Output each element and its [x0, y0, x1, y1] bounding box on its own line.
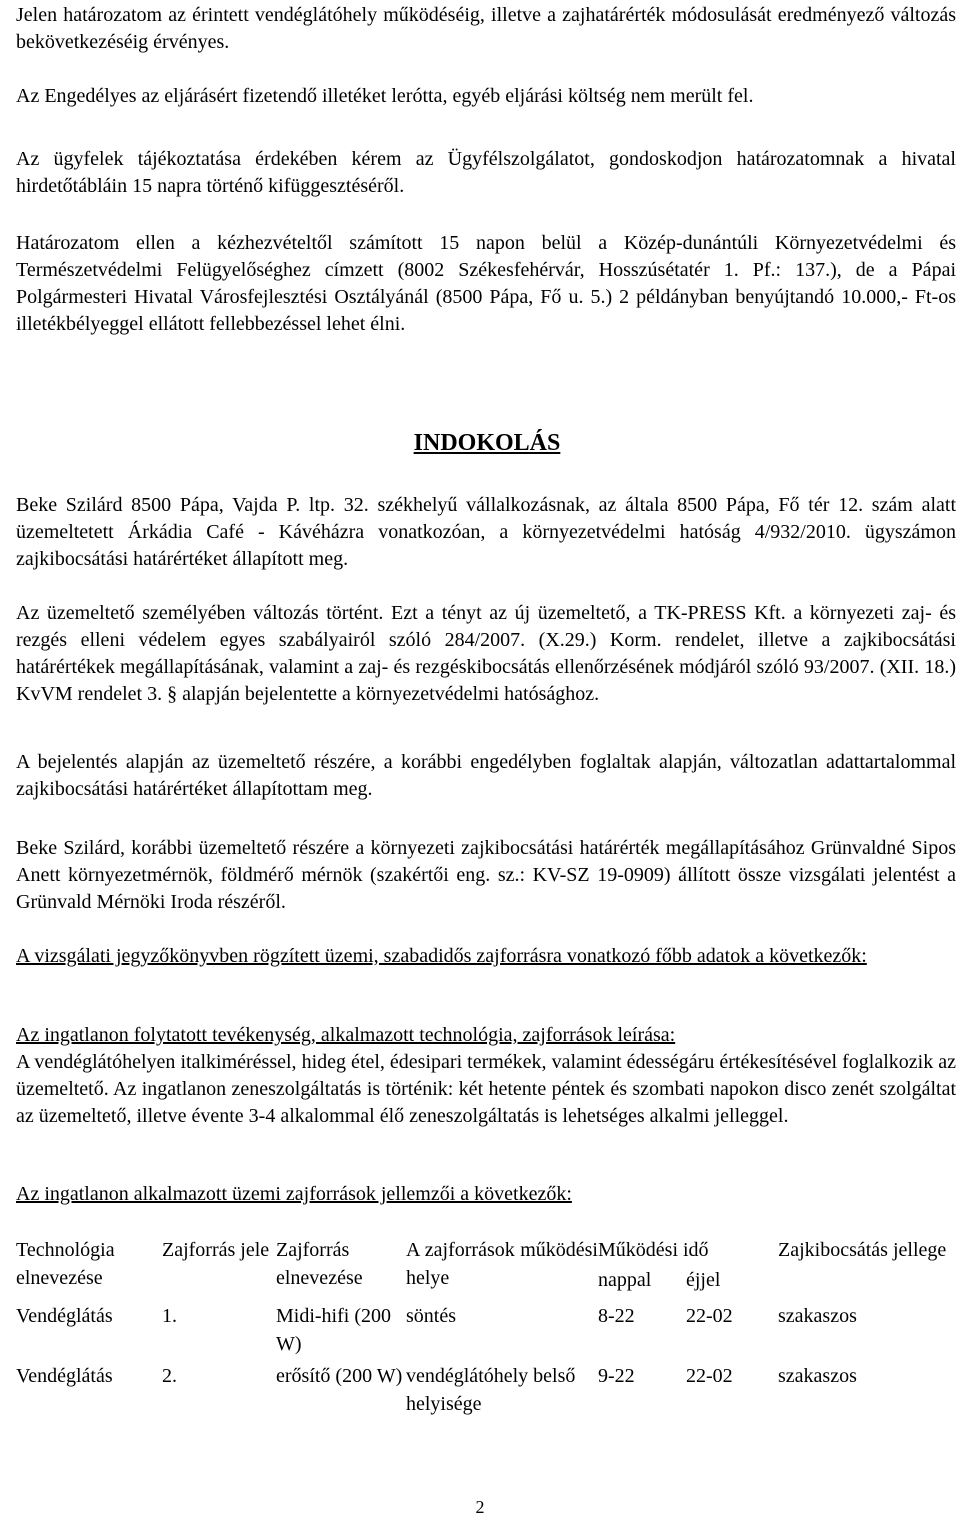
- cell-source-name: Midi-hifi (200 W): [276, 1305, 391, 1355]
- paragraph-activity: A vendéglátóhelyen italkiméréssel, hideg étel, édesipari termékek, valamint édességáru értékesítésével foglalkozik az üzemeltető. Az ingatlanon zeneszolgáltatás is történik: két hetente péntek és szombati napokon disco zenét szolgáltat az üzemeltető, illetve évente 3-4 alkalommal élő zeneszolgáltatás is lehetséges alkalmi jelleggel.: [16, 1051, 956, 1127]
- cell-technology: Vendéglátás: [16, 1365, 113, 1387]
- header-night: éjjel: [686, 1269, 721, 1291]
- cell-day: 8-22: [598, 1305, 635, 1327]
- cell-technology: Vendéglátás: [16, 1305, 113, 1327]
- paragraph-expert-report: Beke Szilárd, korábbi üzemeltető részére a környezeti zajkibocsátási határérték megállapításához Grünvaldné Sipos Anett környezetmérnök, földmérő mérnök (szakértői eng. sz.: KV-SZ 19-0909) állított össze vizsgálati jelentést a Grünvald Mérnöki Iroda részéről.: [16, 837, 956, 913]
- paragraph-report-data: A vizsgálati jegyzőkönyvben rögzített üzemi, szabadidős zajforrásra vonatkozó főbb adatok a következők:: [16, 945, 867, 967]
- header-source-name: Zajforrás elnevezése: [276, 1239, 363, 1289]
- cell-source-id: 1.: [162, 1305, 177, 1327]
- table-header-row: [16, 1236, 956, 1264]
- paragraph-validity: Jelen határozatom az érintett vendéglátóhely működéséig, illetve a zajhatárérték módosulását eredményező változás bekövetkezéséig érvényes.: [16, 4, 956, 53]
- activity-subtitle: Az ingatlanon folytatott tevékenység, alkalmazott technológia, zajforrások leírása:: [16, 1024, 676, 1046]
- paragraph-operator-change: Az üzemeltető személyében változás történt. Ezt a tényt az új üzemeltető, a TK-PRESS Kft. a környezeti zaj- és rezgés elleni védelem egyes szabályairól szóló 284/2007. (X.29.) Korm. rendelet, illetve a zajkibocsátási határértékek megállapításának, valamint a zaj- és rezgéskibocsátás ellenőrzésének módjáról szóló 93/2007. (XII. 18.) KvVM rendelet 3. § alapján bejelentette a környezetvédelmi hatósághoz.: [16, 602, 956, 705]
- cell-source-id: 2.: [162, 1365, 177, 1387]
- header-operating-time: Működési idő: [598, 1239, 709, 1261]
- cell-emission-type: szakaszos: [778, 1365, 857, 1387]
- header-location: A zajforrások működési helye: [406, 1239, 598, 1289]
- paragraph-notice: Az ügyfelek tájékoztatása érdekében kérem az Ügyfélszolgálatot, gondoskodjon határozatomnak a hivatal hirdetőtábláin 15 napra történő kifüggesztéséről.: [16, 148, 956, 197]
- cell-location: söntés: [406, 1305, 456, 1327]
- header-day: nappal: [598, 1269, 652, 1291]
- sources-subtitle: Az ingatlanon alkalmazott üzemi zajforrások jellemzői a következők:: [16, 1183, 572, 1205]
- table-row: [16, 1294, 956, 1358]
- header-source-id: Zajforrás jele: [162, 1239, 270, 1261]
- cell-day: 9-22: [598, 1365, 635, 1387]
- cell-night: 22-02: [686, 1365, 733, 1387]
- paragraph-decision: A bejelentés alapján az üzemeltető részére, a korábbi engedélyben foglaltak alapján, változatlan adattartalommal zajkibocsátási határértéket állapítottam meg.: [16, 751, 956, 800]
- paragraph-fee: Az Engedélyes az eljárásért fizetendő illetéket lerótta, egyéb eljárási költség nem merült fel.: [16, 85, 754, 107]
- section-heading: INDOKOLÁS: [413, 430, 561, 456]
- cell-night: 22-02: [686, 1305, 733, 1327]
- noise-source-table: [16, 1236, 956, 1418]
- cell-source-name: erősítő (200 W): [276, 1365, 403, 1387]
- table-row: [16, 1358, 956, 1418]
- paragraph-appeal: Határozatom ellen a kézhezvételtől számított 15 napon belül a Közép-dunántúli Környezetvédelmi és Természetvédelmi Felügyelőséghez címzett (8002 Székesfehérvár, Hosszúsétatér 1. Pf.: 137.), de a Pápai Polgármesteri Hivatal Városfejlesztési Osztályánál (8500 Pápa, Fő u. 5.) 2 példányban benyújtandó 10.000,- Ft-os illetékbélyeggel ellátott fellebbezéssel lehet élni.: [16, 232, 956, 335]
- cell-emission-type: szakaszos: [778, 1305, 857, 1327]
- page-number: 2: [475, 1497, 485, 1517]
- header-technology: Technológia elnevezése: [16, 1239, 115, 1289]
- cell-location: vendéglátóhely belső helyisége: [406, 1365, 576, 1415]
- header-emission-type: Zajkibocsátás jellege: [778, 1239, 947, 1261]
- paragraph-background: Beke Szilárd 8500 Pápa, Vajda P. ltp. 32. székhelyű vállalkozásnak, az általa 8500 Pápa, Fő tér 12. szám alatt üzemeltetett Árkádia Café - Kávéházra vonatkozóan, a környezetvédelmi hatóság 4/932/2010. ügyszámon zajkibocsátási határértéket állapított meg.: [16, 494, 956, 570]
